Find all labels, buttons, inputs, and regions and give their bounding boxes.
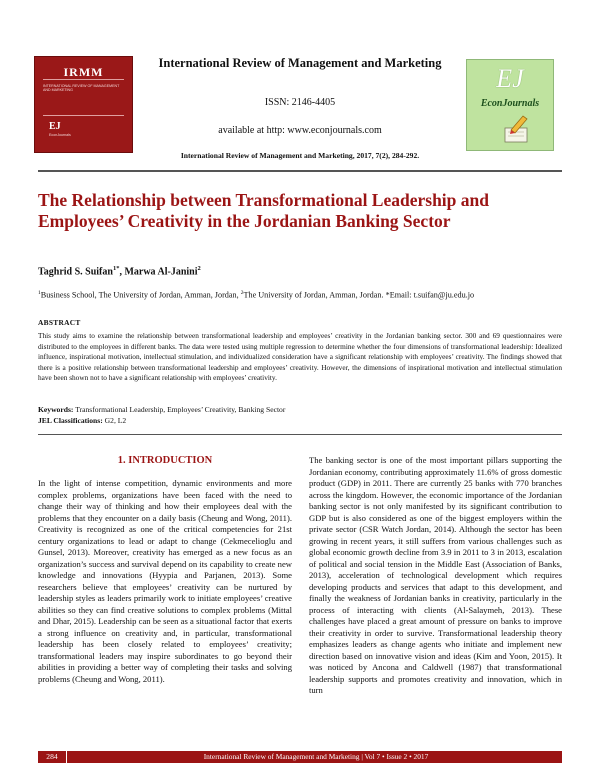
affil-superscript: 2 bbox=[240, 290, 244, 296]
jel-line bbox=[38, 416, 562, 427]
irmm-logo-title: IRMM bbox=[63, 65, 104, 79]
body-paragraph: The banking sector is one of the most important pillars supporting the Jordanian economy, contributing approximately 11.6% of gross domestic product (GDP) in 2011. There are currently 25 banks with 770 branches across the kingdom. However, the economic importance of the Jordanian banking sector is not only manifested by its significant contribution to GDP but is also considered as one of the biggest employers within the private sector (CSR Watch Jordan, 2014). Although the sector has been growing in recent years, it still suffers from various challenges such as global economic growth decline from 3.9 in 2011 to 3 in 2013, escalation of political and social tension in the Middle East (Association of Banks, 2013), acceleration of technological development which requires developing products and services that adapt to this development, and finally the weakness of Jordanian banks in creativity, particularly in the process of interacting with clients (Al-Salaymeh, 2013). These challenges have placed a great amount of pressure on banks to improve their creativity in order to survive. Transformational leadership theory emphasizes leaders as change agents who initiate and implement new direction based on innovative vision and ideas (Kim and Yoon, 2015). It was noticed by Ancona and Caldwell (1987) that transformational leadership supports and promotes creativity and innovation, which in turn bbox=[309, 455, 562, 695]
irmm-logo-publisher: EconJournals bbox=[49, 133, 71, 137]
author-name: Marwa Al-Janini bbox=[124, 266, 198, 278]
body-column-left bbox=[38, 478, 292, 685]
author-name: Taghrid S. Suifan bbox=[38, 266, 113, 278]
availability-link[interactable]: available at http: www.econjournals.com bbox=[218, 125, 382, 136]
keywords-label: Keywords: bbox=[38, 405, 74, 414]
affiliations bbox=[38, 290, 562, 300]
author-separator: , bbox=[119, 266, 125, 278]
section-heading: 1. INTRODUCTION bbox=[117, 455, 213, 466]
irmm-logo bbox=[34, 56, 133, 153]
issn: ISSN: 2146-4405 bbox=[264, 97, 336, 108]
abstract-text: This study aims to examine the relationship between transformational leadership and employees’ creativity in the Jordanian banking sector. 300 and 69 questionnaires were distributed to the employees in different banks. The data were tested using multiple regression to determine whether the four dimensions of transformational leadership: Idealized influence, inspirational motivation, intellectual stimulation, and individualized consideration have a significant relationship with employees’ creativity. The findings showed that there is a positive relationship between transformational leadership and employees’ creativity. However, the dimensions of inspirational motivation and intellectual stimulation have been shown not to have a significant relationship with employees’ creativity. bbox=[38, 331, 562, 383]
keywords-block bbox=[38, 405, 562, 426]
affil-superscript: 1 bbox=[38, 290, 41, 296]
author-superscript: 1* bbox=[112, 265, 120, 272]
irmm-logo-ej: EJ bbox=[49, 121, 61, 132]
journal-title: International Review of Management and Marketing bbox=[158, 56, 442, 70]
jel-label: JEL Classifications: bbox=[38, 415, 103, 425]
pencil-icon bbox=[503, 114, 531, 144]
article-title: The Relationship between Transformational Leadership and Employees’ Creativity in the Jordanian Banking Sector bbox=[38, 190, 489, 231]
econjournals-logo-name: EconJournals bbox=[480, 98, 540, 109]
author-list bbox=[38, 265, 562, 277]
keywords-text: Transformational Leadership, Employees’ Creativity, Banking Sector bbox=[73, 405, 286, 414]
header-divider bbox=[38, 170, 562, 172]
body-column-right bbox=[309, 455, 562, 697]
econjournals-logo-mark: EJ bbox=[496, 64, 524, 93]
logo-divider bbox=[43, 115, 124, 116]
author-superscript: 2 bbox=[197, 265, 201, 272]
logo-divider bbox=[43, 79, 124, 80]
abstract-heading: ABSTRACT bbox=[38, 318, 81, 327]
affiliation-text: The University of Jordan, Amman, Jordan. *Email: t.suifan@ju.edu.jo bbox=[243, 290, 475, 300]
body-paragraph: In the light of intense competition, dynamic environments and more complex problems, organizations have been faced with the need to change their way of thinking and how their employees deal with the problems that they encounter on a daily basis (Cheung and Wong, 2011). Creativity is recognized as one of the critical competencies for 21st century organizations to lead or adapt to change (Cekmecelioglu and Gunsel, 2013). Moreover, creativity has emerged as a new focus as an organization’s success and survival depend on its capability to create new knowledge and innovations (Hyypia and Parjanen, 2013). Some researchers believe that employees’ creativity can be nurtured by leadership styles as leaders primarily work to initiate employees’ creative abilities so they can find creative solutions to complex problems (Mittal and Dhar, 2015). Leadership can be seen as a situational factor that exerts a strong influence on creativity and, in particular, transformational leadership has been closely related to employees’ creativity; transformational leaders may inspire subordinates to go beyond their abilities in providing a better way of completing their tasks and solving problems (Cheung and Wong, 2011). bbox=[38, 478, 292, 684]
abstract-divider bbox=[38, 434, 562, 435]
affiliation-text: Business School, The University of Jordan, Amman, Jordan, bbox=[40, 290, 241, 300]
keywords-line bbox=[38, 405, 562, 416]
econjournals-logo bbox=[466, 59, 554, 151]
page-number: 284 bbox=[38, 751, 67, 763]
citation: International Review of Management and Marketing, 2017, 7(2), 284-292. bbox=[180, 151, 420, 160]
footer-text: International Review of Management and Marketing | Vol 7 • Issue 2 • 2017 bbox=[203, 752, 429, 761]
irmm-logo-subtitle: INTERNATIONAL REVIEW OF MANAGEMENT AND MARKETING bbox=[43, 84, 120, 93]
jel-text: G2, L2 bbox=[102, 415, 127, 425]
